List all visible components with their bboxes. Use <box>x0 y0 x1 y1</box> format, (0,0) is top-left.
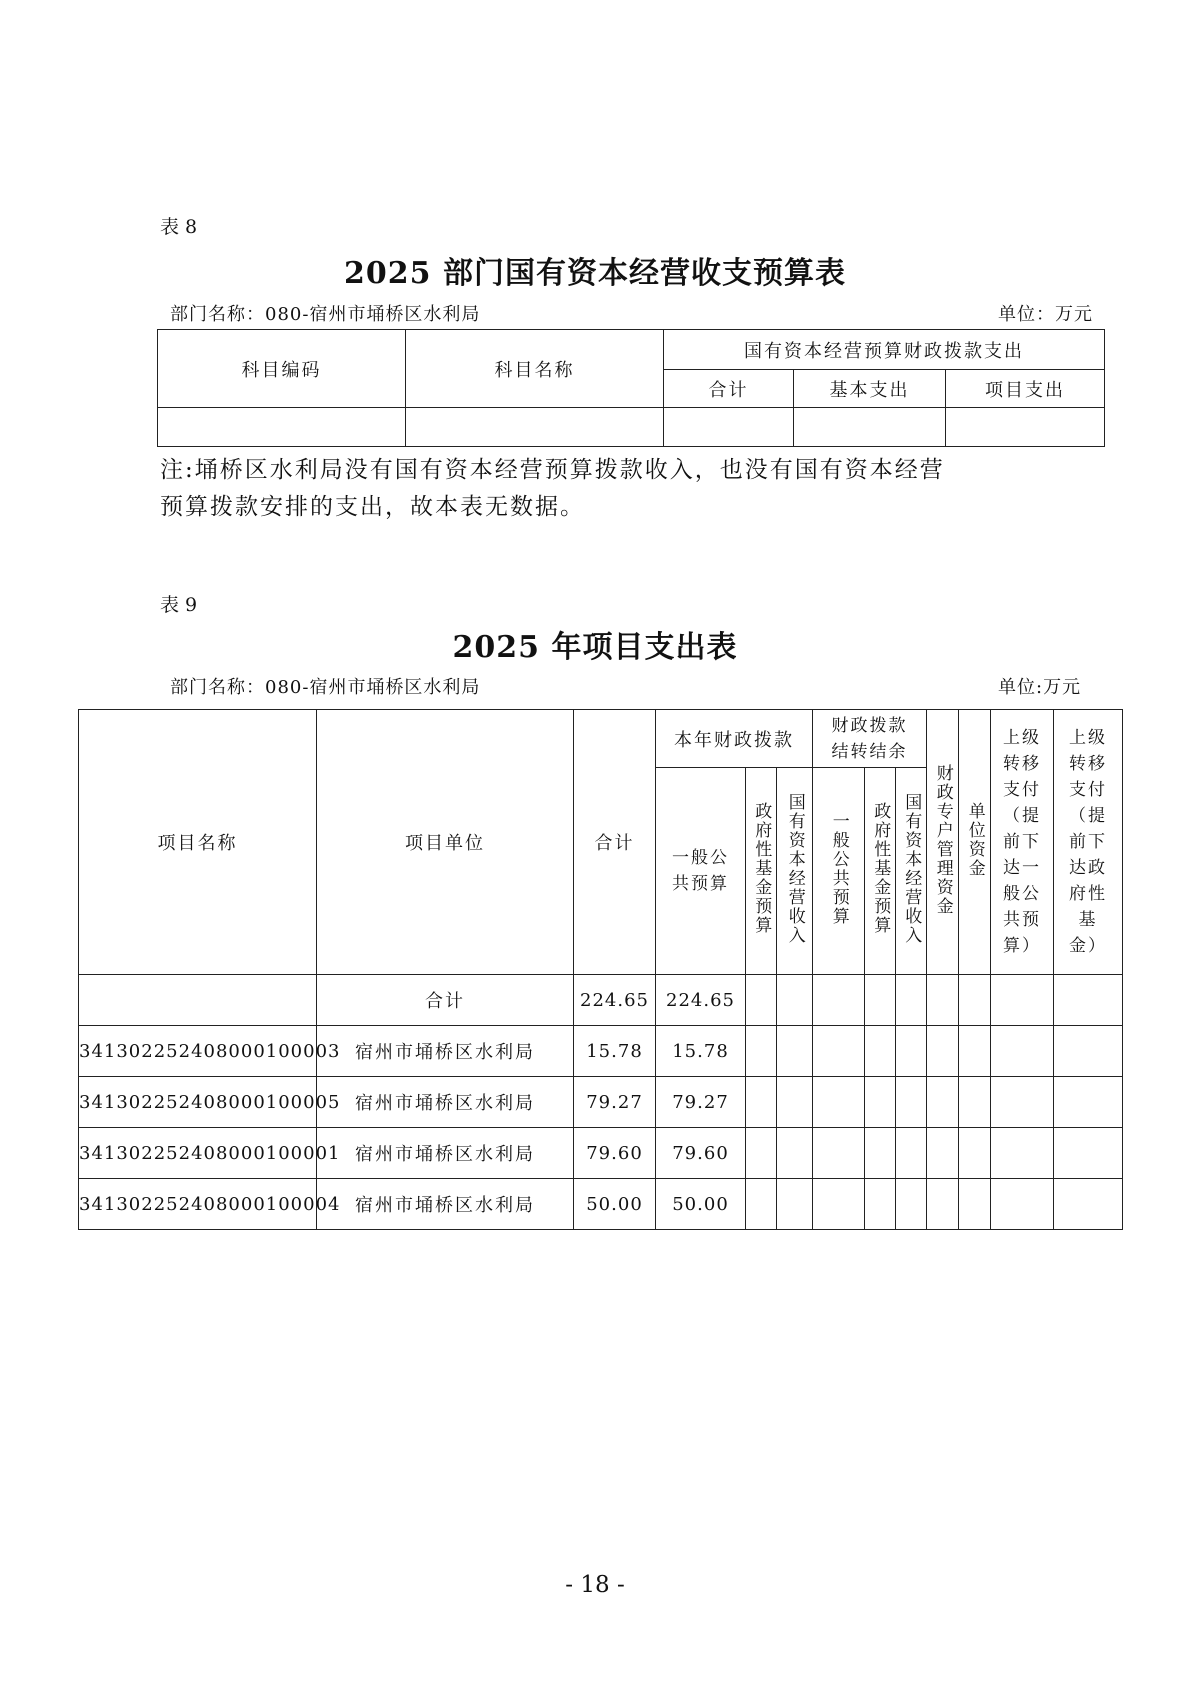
table9-cell <box>896 1128 927 1179</box>
table9-label: 表 9 <box>160 594 198 616</box>
table8-header-project: 项目支出 <box>946 370 1105 408</box>
table9-cell <box>813 1026 865 1077</box>
table9-row-unit: 宿州市埇桥区水利局 <box>317 1179 574 1230</box>
table9-header-unit-funds <box>959 710 991 975</box>
table9-header-carryover <box>813 710 927 768</box>
table9-cell <box>813 1077 865 1128</box>
table9-cell <box>813 975 865 1026</box>
table-row <box>79 1128 1123 1179</box>
table9-header-co-gov-fund-text: 政府性基金预算 <box>870 802 891 935</box>
table9-cell <box>746 1077 777 1128</box>
table8 <box>157 329 1105 447</box>
table9-row-code: 341302252408000100005 <box>79 1077 317 1128</box>
table9-header-co-gov-fund <box>865 768 896 975</box>
table9-cell <box>896 975 927 1026</box>
table9-header-upper-gov-fund <box>1054 710 1123 975</box>
table9-header-general-budget <box>656 768 746 975</box>
table8-dept: 部门名称：080-宿州市埇桥区水利局 <box>170 304 481 325</box>
table9-total-label: 合计 <box>317 975 574 1026</box>
table9-row-total: 50.00 <box>574 1179 656 1230</box>
table9-total-general: 224.65 <box>656 975 746 1026</box>
table8-note-line1: 注:埇桥区水利局没有国有资本经营预算拨款收入，也没有国有资本经营 <box>160 457 945 483</box>
table9-cell <box>991 1077 1054 1128</box>
table9-header-co-general-text: 一般公共预算 <box>828 811 849 926</box>
table9-cell <box>746 1179 777 1230</box>
table9-cell <box>865 1026 896 1077</box>
table8-empty-cell <box>664 408 794 447</box>
table9-header-gov-fund-text: 政府性基金预算 <box>751 802 772 935</box>
table9-dept: 部门名称：080-宿州市埇桥区水利局 <box>170 677 481 698</box>
table9-row-general: 50.00 <box>656 1179 746 1230</box>
table9-unit: 单位:万元 <box>998 677 1082 698</box>
table9-cell <box>813 1179 865 1230</box>
table9-cell <box>1054 1077 1123 1128</box>
table9-cell <box>959 1026 991 1077</box>
table9-header-state-capital <box>777 768 813 975</box>
table9-row-total: 79.27 <box>574 1077 656 1128</box>
table9-cell <box>746 1026 777 1077</box>
table9-row-general: 79.27 <box>656 1077 746 1128</box>
table8-header-code: 科目编码 <box>158 330 406 408</box>
table9-cell <box>746 975 777 1026</box>
table9-cell <box>777 1179 813 1230</box>
table9-header-state-capital-text: 国有资本经营收入 <box>784 792 805 945</box>
table9-cell <box>896 1026 927 1077</box>
table9-cell <box>865 1179 896 1230</box>
table9-cell <box>813 1128 865 1179</box>
table9-total-row <box>79 975 1123 1026</box>
table-row <box>79 1179 1123 1230</box>
table8-empty-cell <box>406 408 664 447</box>
table9-cell <box>959 975 991 1026</box>
table9-row-general: 79.60 <box>656 1128 746 1179</box>
table9-header-co-state-capital <box>896 768 927 975</box>
table9-header-special-account-text: 财政专户管理资金 <box>932 763 953 916</box>
table9-cell <box>959 1077 991 1128</box>
table9-cell <box>777 1128 813 1179</box>
table9-row-unit: 宿州市埇桥区水利局 <box>317 1026 574 1077</box>
table9-cell <box>991 1179 1054 1230</box>
table-row <box>79 1026 1123 1077</box>
table9-header-unit-funds-text: 单位资金 <box>964 801 985 878</box>
table9-cell <box>959 1179 991 1230</box>
table9-row-code: 341302252408000100001 <box>79 1128 317 1179</box>
table8-header-basic: 基本支出 <box>794 370 946 408</box>
table9-cell <box>1054 975 1123 1026</box>
table9 <box>78 709 1123 1230</box>
table9-cell <box>777 1077 813 1128</box>
table9-header-upper-general-text: 上级转移支付（提前下达一般公共预算） <box>1003 728 1042 956</box>
table8-empty-cell <box>946 408 1105 447</box>
table9-header-co-general <box>813 768 865 975</box>
table9-cell <box>1054 1026 1123 1077</box>
table-row <box>79 1077 1123 1128</box>
table9-row-code: 341302252408000100004 <box>79 1179 317 1230</box>
table9-cell <box>927 975 959 1026</box>
table9-cell <box>927 1128 959 1179</box>
table8-empty-cell <box>794 408 946 447</box>
table9-header-gov-fund <box>746 768 777 975</box>
table9-cell <box>777 1026 813 1077</box>
table9-row-total: 15.78 <box>574 1026 656 1077</box>
table8-header-group: 国有资本经营预算财政拨款支出 <box>664 330 1105 370</box>
table9-cell <box>865 1128 896 1179</box>
table9-cell <box>1054 1128 1123 1179</box>
table9-cell <box>927 1179 959 1230</box>
table9-cell <box>927 1026 959 1077</box>
table9-row-code: 341302252408000100003 <box>79 1026 317 1077</box>
table9-header-upper-gov-fund-text: 上级转移支付（提前下达政府性基金） <box>1069 728 1108 956</box>
table9-cell <box>1054 1179 1123 1230</box>
table8-label: 表 8 <box>160 216 198 238</box>
table8-empty-cell <box>158 408 406 447</box>
table9-header-co-state-capital-text: 国有资本经营收入 <box>901 792 922 945</box>
table9-title: 2025 年项目支出表 <box>452 630 738 665</box>
table9-cell <box>959 1128 991 1179</box>
table9-header-carryover-text: 财政拨款结转结余 <box>831 715 908 762</box>
table9-cell <box>991 975 1054 1026</box>
page-number: - 18 - <box>565 1572 625 1598</box>
table9-header-current-year: 本年财政拨款 <box>656 710 813 768</box>
table9-cell <box>865 1077 896 1128</box>
table9-row-unit: 宿州市埇桥区水利局 <box>317 1128 574 1179</box>
table8-note-line2: 预算拨款安排的支出，故本表无数据。 <box>160 494 585 520</box>
table8-title: 2025 部门国有资本经营收支预算表 <box>344 256 846 291</box>
table9-cell <box>79 975 317 1026</box>
table8-header-total: 合计 <box>664 370 794 408</box>
table9-row-total: 79.60 <box>574 1128 656 1179</box>
table9-header-total: 合计 <box>574 710 656 975</box>
table9-cell <box>991 1128 1054 1179</box>
table9-cell <box>777 975 813 1026</box>
table8-unit: 单位：万元 <box>998 304 1093 325</box>
table9-header-project-unit: 项目单位 <box>317 710 574 975</box>
table9-cell <box>865 975 896 1026</box>
table9-header-special-account <box>927 710 959 975</box>
table9-header-upper-general <box>991 710 1054 975</box>
table9-cell <box>927 1077 959 1128</box>
table9-cell <box>746 1128 777 1179</box>
table9-row-unit: 宿州市埇桥区水利局 <box>317 1077 574 1128</box>
table9-cell <box>896 1077 927 1128</box>
table9-header-general-budget-text: 一般公共预算 <box>672 848 729 894</box>
table9-row-general: 15.78 <box>656 1026 746 1077</box>
table9-header-project-name: 项目名称 <box>79 710 317 975</box>
table9-cell <box>896 1179 927 1230</box>
table9-total-total: 224.65 <box>574 975 656 1026</box>
table9-cell <box>991 1026 1054 1077</box>
table8-header-name: 科目名称 <box>406 330 664 408</box>
